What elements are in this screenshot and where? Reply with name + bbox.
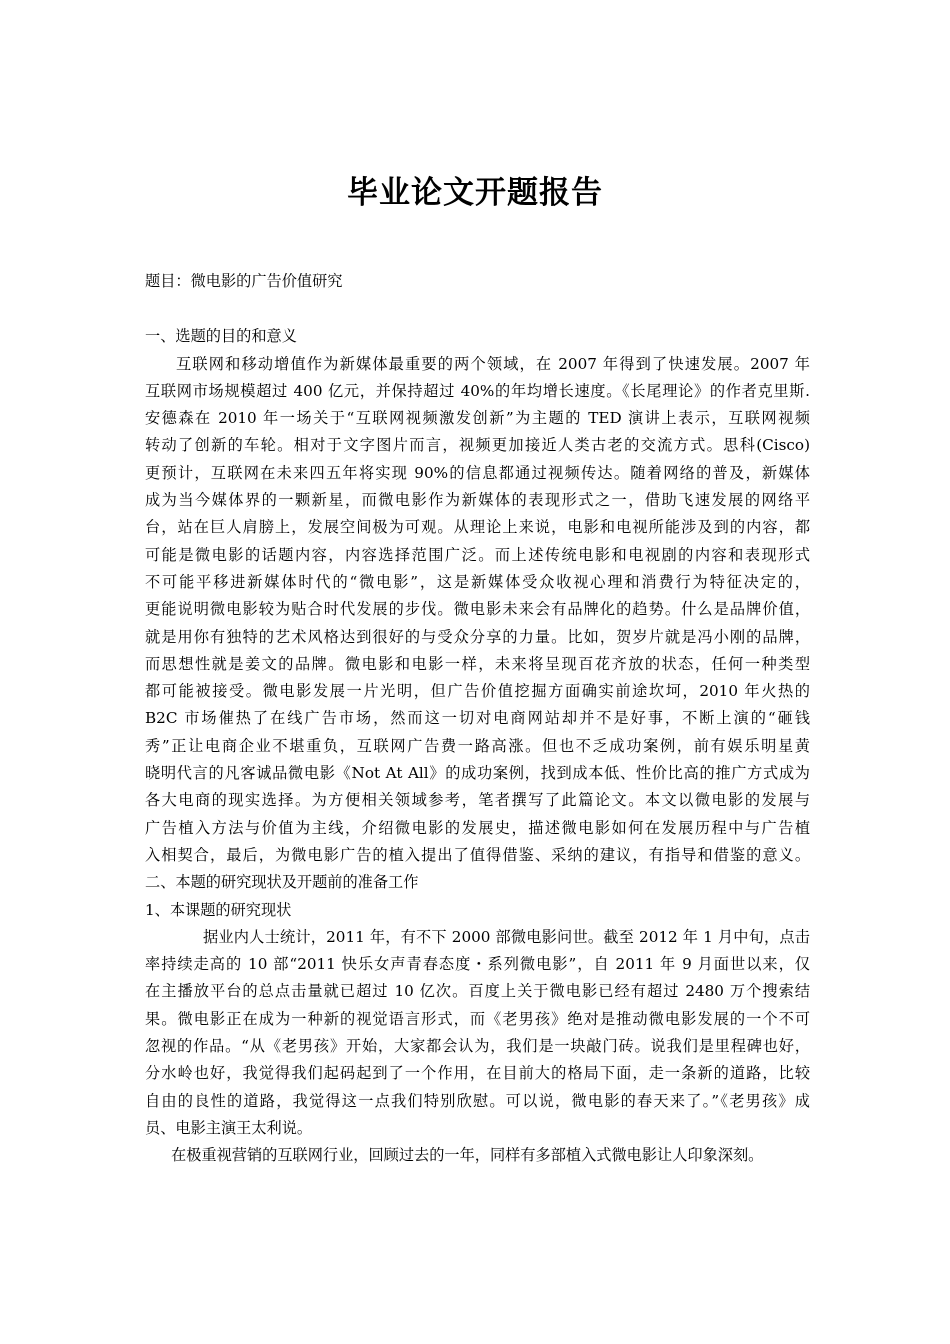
paragraph-line: 据业内人士统计，2011 年，有不下 2000 部微电影问世。截至 2012 年 1 月中旬，点击 xyxy=(203,927,810,946)
paragraph-line: 广告植入方法与价值为主线，介绍微电影的发展史，描述微电影如何在发展历程中与广告植 xyxy=(145,818,810,837)
paragraph-marketing xyxy=(145,1142,810,1169)
subsection-heading: 1、本课题的研究现状 xyxy=(145,900,292,919)
paragraph-line: 不可能平移进新媒体时代的“微电影”，这是新媒体受众收视心理和消费行为特征决定的， xyxy=(145,572,810,591)
paragraph-line: 分水岭也好，我觉得我们起码起到了一个作用，在目前大的格局下面，走一条新的道路，比较 xyxy=(145,1064,810,1083)
paragraph-line: 自由的良性的道路，我觉得这一点我们特别欣慰。可以说，微电影的春天来了。”《老男孩》成 xyxy=(145,1091,810,1110)
paragraph-line: 互联网市场规模超过 400 亿元，并保持超过 40%的年均增长速度。《长尾理论》的作者克里斯. xyxy=(145,381,810,400)
paragraph-line: 都可能被接受。微电影发展一片光明，但广告价值挖掘方面确实前途坎坷，2010 年火热的 xyxy=(145,682,810,701)
paragraph-line: 入相契合，最后，为微电影广告的植入提出了值得借鉴、采纳的建议，有指导和借鉴的意义。 xyxy=(145,845,810,864)
paragraph-line: 更能说明微电影较为贴合时代发展的步伐。微电影未来会有品牌化的趋势。什么是品牌价值， xyxy=(145,600,810,619)
paragraph-line: 台，站在巨人肩膀上，发展空间极为可观。从理论上来说，电影和电视所能涉及到的内容，都 xyxy=(145,518,810,537)
paragraph-line: 在极重视营销的互联网行业，回顾过去的一年，同样有多部植入式微电影让人印象深刻。 xyxy=(171,1146,764,1165)
paragraph-line: 就是用你有独特的艺术风格达到很好的与受众分享的力量。比如，贺岁片就是冯小刚的品牌， xyxy=(145,627,810,646)
document-body xyxy=(145,268,810,1170)
paragraph-line: 果。微电影正在成为一种新的视觉语言形式，而《老男孩》绝对是推动微电影发展的一个不可 xyxy=(145,1009,810,1028)
paragraph-line: 秀”正让电商企业不堪重负，互联网广告费一路高涨。但也不乏成功案例，前有娱乐明星黄 xyxy=(145,736,810,755)
paragraph-line: 员、电影主演王太利说。 xyxy=(145,1118,313,1137)
paragraph-line: 可能是微电影的话题内容，内容选择范围广泛。而上述传统电影和电视剧的内容和表现形式 xyxy=(145,545,810,564)
paragraph-line: 忽视的作品。“从《老男孩》开始，大家都会认为，我们是一块敲门砖。说我们是里程碑也好， xyxy=(145,1037,810,1056)
section-heading-purpose: 一、选题的目的和意义 xyxy=(145,327,297,346)
paragraph-line: 成为当今媒体界的一颗新星，而微电影作为新媒体的表现形式之一，借助飞速发展的网络平 xyxy=(145,491,810,510)
paragraph-line: 在主播放平台的总点击量就已超过 10 亿次。百度上关于微电影已经有超过 2480 万个搜索结 xyxy=(145,982,810,1001)
paragraph-research-status xyxy=(145,924,810,1142)
paragraph-line: B2C 市场催热了在线广告市场，然而这一切对电商网站却并不是好事，不断上演的“砸钱 xyxy=(145,709,810,728)
section-heading-research-status: 二、本题的研究现状及开题前的准备工作 xyxy=(145,873,419,892)
paragraph-line: 而思想性就是姜文的品牌。微电影和电影一样，未来将呈现百花齐放的状态，任何一种类型 xyxy=(145,654,810,673)
paragraph-line: 率持续走高的 10 部“2011 快乐女声青春态度・系列微电影”，自 2011 年 9 月面世以来，仅 xyxy=(145,955,810,974)
paragraph-line: 晓明代言的凡客诚品微电影《Not At All》的成功案例，找到成本低、性价比高的推广方式成为 xyxy=(145,764,810,783)
paragraph-line: 转动了创新的车轮。相对于文字图片而言，视频更加接近人类古老的交流方式。思科(Cisco) xyxy=(145,436,810,455)
paragraph-line: 互联网和移动增值作为新媒体最重要的两个领域，在 2007 年得到了快速发展。2007 年 xyxy=(176,354,810,373)
paragraph-line: 更预计，互联网在未来四五年将实现 90%的信息都通过视频传达。随着网络的普及，新媒体 xyxy=(145,463,810,482)
paragraph-line: 各大电商的现实选择。为方便相关领域参考，笔者撰写了此篇论文。本文以微电影的发展与 xyxy=(145,791,810,810)
paragraph-purpose xyxy=(145,351,810,870)
paragraph-line: 安德森在 2010 年一场关于“互联网视频激发创新”为主题的 TED 演讲上表示，互联网视频 xyxy=(145,409,810,428)
report-title: 毕业论文开题报告 xyxy=(347,175,603,211)
thesis-subject: 题目：微电影的广告价值研究 xyxy=(145,272,343,290)
